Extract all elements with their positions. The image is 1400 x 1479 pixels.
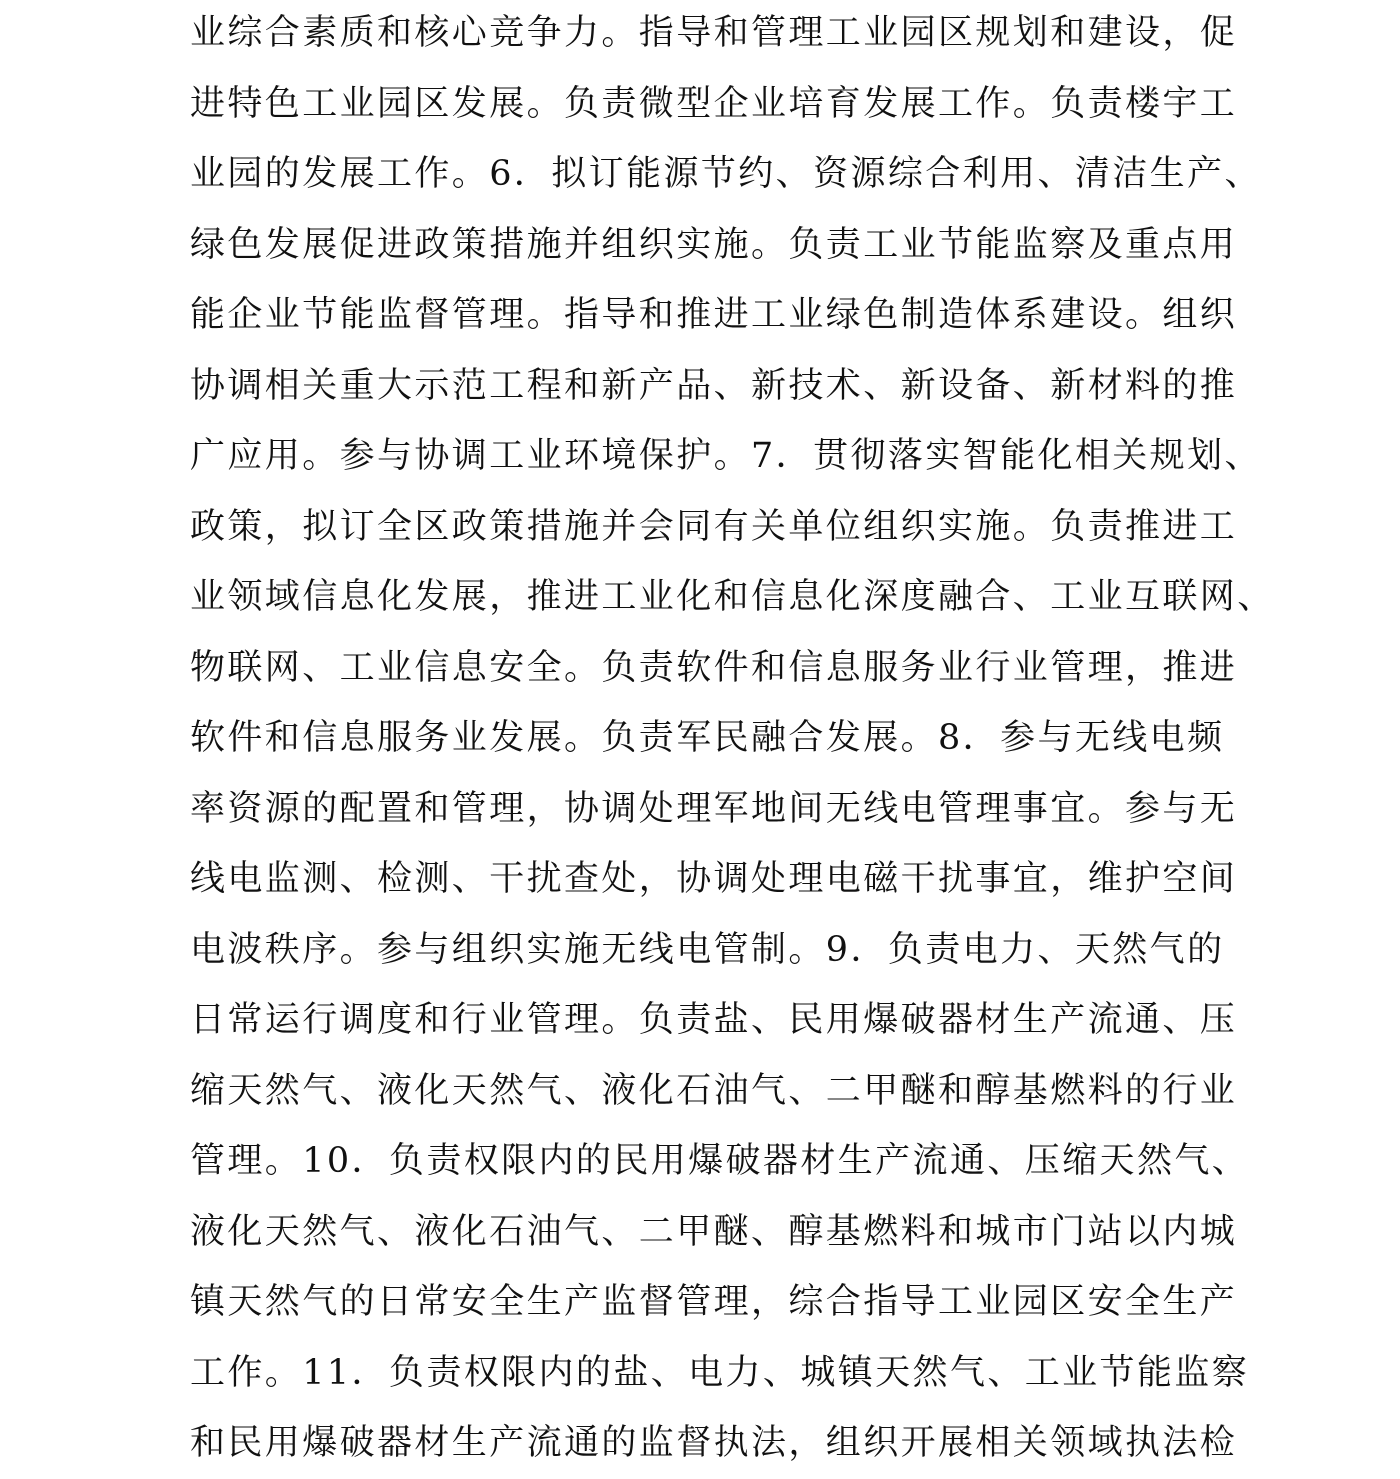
text-line: 液化天然气、液化石油气、二甲醚、醇基燃料和城市门站以内城 [190, 1211, 1238, 1252]
text-line: 缩天然气、液化天然气、液化石油气、二甲醚和醇基燃料的行业 [190, 1070, 1238, 1111]
text-line: 广应用。参与协调工业环境保护。7．贯彻落实智能化相关规划、 [190, 436, 1262, 476]
text-line: 物联网、工业信息安全。负责软件和信息服务业行业管理，推进 [190, 647, 1238, 688]
text-line: 业综合素质和核心竞争力。指导和管理工业园区规划和建设，促 [190, 13, 1238, 53]
text-line: 绿色发展促进政策措施并组织实施。负责工业节能监察及重点用 [190, 224, 1238, 265]
text-line: 日常运行调度和行业管理。负责盐、民用爆破器材生产流通、压 [190, 1000, 1238, 1040]
text-line: 协调相关重大示范工程和新产品、新技术、新设备、新材料的推 [190, 365, 1238, 406]
text-line: 率资源的配置和管理，协调处理军地间无线电管理事宜。参与无 [190, 788, 1238, 829]
text-line: 进特色工业园区发展。负责微型企业培育发展工作。负责楼宇工 [190, 83, 1238, 124]
text-line: 工作。11．负责权限内的盐、电力、城镇天然气、工业节能监察 [190, 1352, 1250, 1393]
text-line: 业领域信息化发展，推进工业化和信息化深度融合、工业互联网、 [190, 577, 1275, 617]
text-line: 镇天然气的日常安全生产监督管理，综合指导工业园区安全生产 [190, 1282, 1238, 1322]
text-line: 电波秩序。参与组织实施无线电管制。9．负责电力、天然气的 [190, 929, 1225, 970]
body-text [190, 0, 1275, 1479]
text-line: 能企业节能监督管理。指导和推进工业绿色制造体系建设。组织 [190, 295, 1238, 335]
text-line: 软件和信息服务业发展。负责军民融合发展。8．参与无线电频 [190, 718, 1225, 758]
text-line: 和民用爆破器材生产流通的监督执法，组织开展相关领域执法检 [190, 1423, 1238, 1463]
text-line: 政策，拟订全区政策措施并会同有关单位组织实施。负责推进工 [190, 506, 1238, 547]
text-line: 业园的发展工作。6．拟订能源节约、资源综合利用、清洁生产、 [190, 154, 1262, 194]
text-line: 管理。10．负责权限内的民用爆破器材生产流通、压缩天然气、 [190, 1141, 1250, 1181]
text-line: 线电监测、检测、干扰查处，协调处理电磁干扰事宜，维护空间 [190, 859, 1238, 899]
